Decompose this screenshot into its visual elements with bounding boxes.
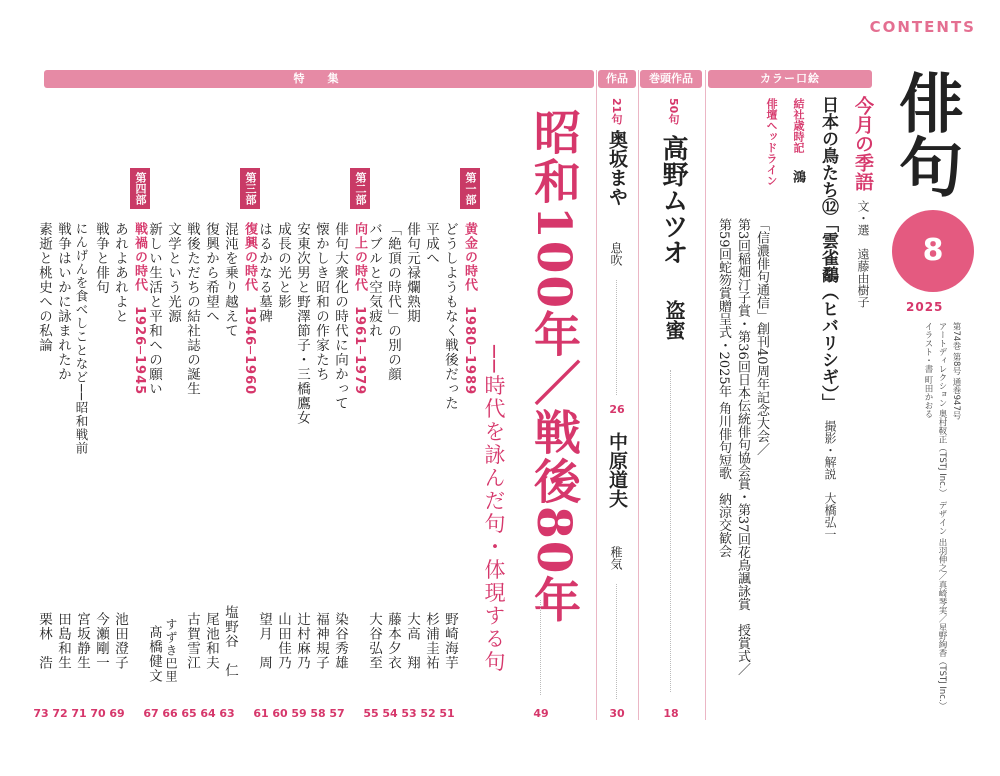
issue-year: 2025 <box>906 300 944 314</box>
page-number[interactable]: 49 <box>533 707 549 720</box>
page-number[interactable]: 58 <box>310 707 326 720</box>
feature-subtitle: ──時代を詠んだ句・体現する句 <box>482 345 506 674</box>
article-author: 望月 周 <box>256 612 272 670</box>
article-author: 大高 翔 <box>404 612 420 670</box>
article-author: 山田佳乃 <box>275 612 291 670</box>
page-number[interactable]: 30 <box>609 707 625 720</box>
page-number[interactable]: 53 <box>401 707 417 720</box>
kigo-byline: 文・選 遠藤由樹子 <box>856 200 870 308</box>
divider <box>638 70 639 720</box>
article-title: どうしようもなく戦後だった <box>442 222 458 411</box>
article-title: にんげんを食べしことなど──昭和戦前 <box>74 222 89 456</box>
headline-line: 第3回稲畑汀子賞・第36回日本伝統俳句協会賞・第37回花鳥諷詠賞 授賞式／ <box>735 218 750 676</box>
page-number[interactable]: 69 <box>109 707 125 720</box>
article-title: 俳句大衆化の時代に向かって <box>332 222 348 411</box>
article-title: 復興から希望へ <box>203 222 219 324</box>
page-number[interactable]: 52 <box>420 707 436 720</box>
article-title: 新しい生活と平和への願い <box>146 222 162 396</box>
page-number[interactable]: 51 <box>439 707 455 720</box>
feature-header: 特 集 <box>44 70 594 88</box>
article-title: あれよあれよと <box>112 222 128 324</box>
headline-line: 第59回蛇笏賞贈呈式・2025年 角川俳句短歌 納涼交歓会 <box>716 218 731 558</box>
article-author: すずき巴里 <box>164 618 178 683</box>
kessha-name: 鴻 <box>790 170 805 183</box>
part-badge: 第一部 <box>460 168 480 209</box>
part-subtitle: 黄金の時代 1980─1989 <box>462 222 477 396</box>
article-title: 素逝と桃史への私論 <box>36 222 52 353</box>
leader-dots <box>616 584 617 699</box>
article-title: 戦争と俳句 <box>93 222 109 295</box>
page-number[interactable]: 64 <box>200 707 216 720</box>
kanto-header: 巻頭作品 <box>640 70 702 88</box>
kanto-count: 50句 <box>667 98 680 125</box>
contents-label: CONTENTS <box>869 18 976 36</box>
article-title: バブルと空気疲れ <box>366 222 382 338</box>
page-number[interactable]: 67 <box>143 707 159 720</box>
magazine-title: 俳句 <box>888 70 963 198</box>
page-number[interactable]: 70 <box>90 707 106 720</box>
article-author: 辻村麻乃 <box>294 612 310 670</box>
part-badge: 第二部 <box>350 168 370 209</box>
page-number[interactable]: 63 <box>219 707 235 720</box>
page-number[interactable]: 60 <box>272 707 288 720</box>
bird-credit: 撮影・解説 大橋弘一 <box>823 420 837 540</box>
part-badge: 第三部 <box>240 168 260 209</box>
page-number[interactable]: 57 <box>329 707 345 720</box>
kessha-label: 結社歳時記 <box>792 98 805 153</box>
article-author: 宮坂静生 <box>74 612 90 670</box>
divider <box>596 70 597 720</box>
divider <box>705 70 706 720</box>
article-title: 戦争はいかに詠まれたか <box>55 222 71 382</box>
article-author: 福神規子 <box>313 612 329 670</box>
page-number[interactable]: 54 <box>382 707 398 720</box>
page-number[interactable]: 26 <box>609 403 625 416</box>
work-author: 奥坂まや <box>606 130 628 206</box>
leader-dots <box>616 280 617 395</box>
leader-dots <box>540 600 541 695</box>
page-number[interactable]: 18 <box>663 707 679 720</box>
work-count: 21句 <box>610 98 623 125</box>
kanto-title: 盗蜜 <box>662 300 686 340</box>
credit-line: イラスト・書 町田かおる <box>923 322 933 419</box>
article-author: 古賀雪江 <box>184 612 200 670</box>
headline-line: 「信濃俳句通信」創刊40周年記念大会／ <box>754 218 769 456</box>
part-badge: 第四部 <box>130 168 150 209</box>
headline-label: 俳壇ヘッドライン <box>765 98 778 186</box>
work-author: 中原道夫 <box>606 432 628 508</box>
credit-line: アートディレクション 奥村靫正（TSTJ Inc.） デザイン 出羽伸之／真崎琴実／星野絢香（TSTJ Inc.） <box>937 322 947 711</box>
article-title: 文学という光源 <box>165 222 181 324</box>
page-number[interactable]: 73 <box>33 707 49 720</box>
page-number[interactable]: 71 <box>71 707 87 720</box>
bird-title: 日本の鳥たち⑫「雲雀鷸（ヒバリシギ）」 <box>818 96 838 411</box>
article-title: 懐かしき昭和の作家たち <box>313 222 329 382</box>
page-number[interactable]: 59 <box>291 707 307 720</box>
article-title: 戦後ただちの結社誌の誕生 <box>184 222 200 396</box>
article-title: 安東次男と野澤節子・三橋鷹女 <box>294 222 310 425</box>
page-number[interactable]: 65 <box>181 707 197 720</box>
article-author: 杉浦圭祐 <box>423 612 439 670</box>
issue-number-badge: 8 <box>892 210 974 292</box>
page-number[interactable]: 66 <box>162 707 178 720</box>
works-header: 作品 <box>598 70 636 88</box>
work-title: 息吹 <box>609 242 623 266</box>
article-title: 平成へ <box>423 222 439 266</box>
page-number[interactable]: 55 <box>363 707 379 720</box>
article-author: 今瀬剛一 <box>93 612 109 670</box>
article-author: 田島和生 <box>55 612 71 670</box>
kigo-label: 今月の季語 <box>852 96 874 191</box>
article-title: 混沌を乗り越えて <box>222 222 238 338</box>
article-author: 栗林 浩 <box>36 612 52 670</box>
part-subtitle: 戦禍の時代 1926─1945 <box>132 222 147 396</box>
article-author: 染谷秀雄 <box>332 612 348 670</box>
article-author: 野崎海芋 <box>442 612 458 670</box>
article-title: はるかなる墓碑 <box>256 222 272 324</box>
page-number[interactable]: 72 <box>52 707 68 720</box>
article-title: 「絶頂の時代」の別の顔 <box>385 222 401 382</box>
part-subtitle: 復興の時代 1946─1960 <box>242 222 257 396</box>
kanto-author: 高野ムツオ <box>658 135 688 265</box>
article-author: 尾池和夫 <box>203 612 219 670</box>
part-subtitle: 向上の時代 1961─1979 <box>352 222 367 396</box>
article-author: 藤本夕衣 <box>385 612 401 670</box>
leader-dots <box>670 370 671 692</box>
feature-title: 昭和100年／戦後80年 <box>526 108 581 625</box>
article-author: 髙橋健文 <box>146 625 162 683</box>
credit-line: 第74巻 第8号 通巻947号 <box>951 322 961 420</box>
article-title: 成長の光と影 <box>275 222 291 309</box>
color-header: カラー口絵 <box>708 70 872 88</box>
page-number[interactable]: 61 <box>253 707 269 720</box>
article-author: 池田澄子 <box>112 612 128 670</box>
article-author: 塩野谷 仁 <box>222 605 238 678</box>
article-title: 俳句元禄爛熟期 <box>404 222 420 324</box>
article-author: 大谷弘至 <box>366 612 382 670</box>
work-title: 稚気 <box>609 546 623 570</box>
